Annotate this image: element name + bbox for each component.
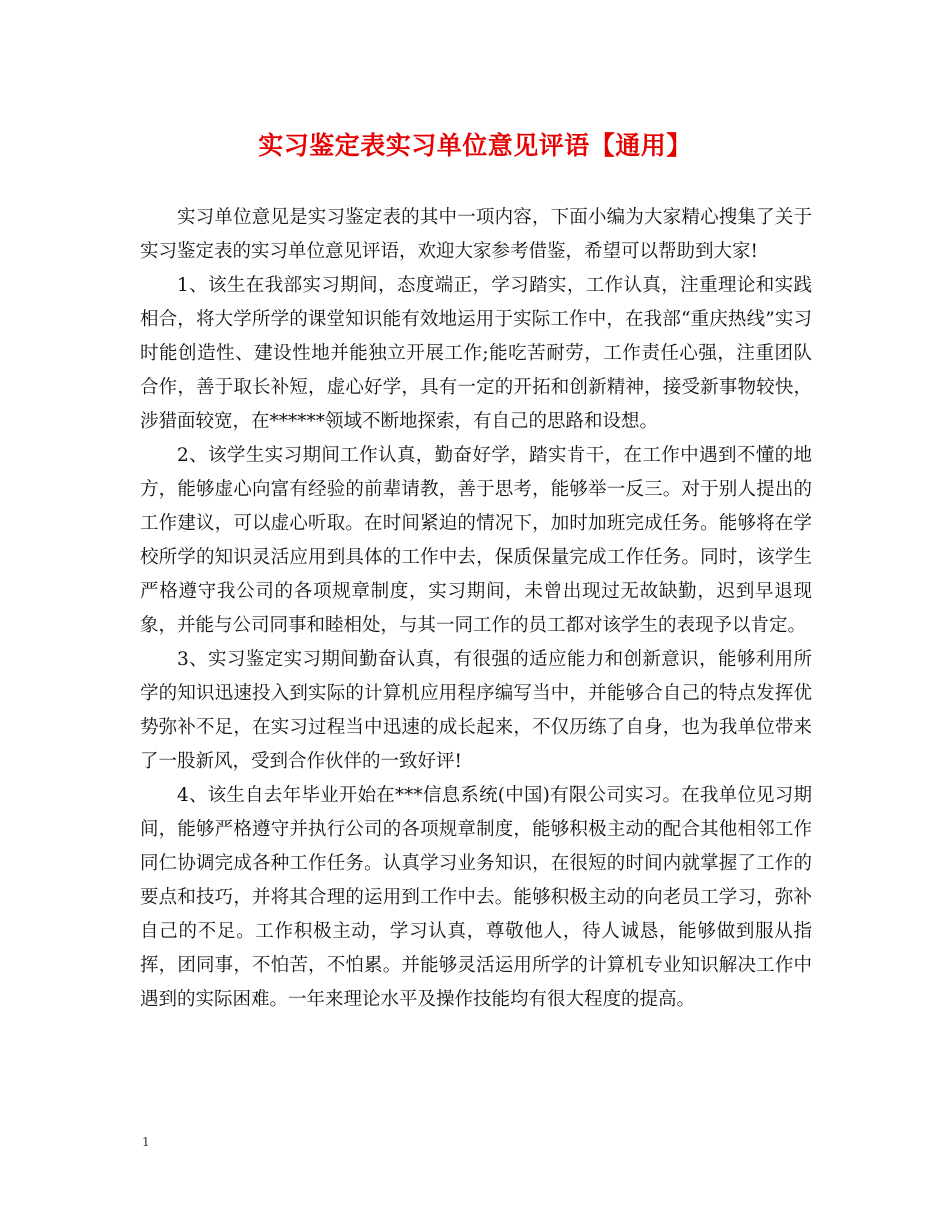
- paragraph-4: 4、该生自去年毕业开始在***信息系统(中国)有限公司实习。在我单位见习期间，能够严格遵守并执行公司的各项规章制度，能够积极主动的配合其他相邻工作同仁协调完成各种工作任务。认真学习业务知识，在很短的时间内就掌握了工作的要点和技巧，并将其合理的运用到工作中去。能够积极主动的向老员工学习，弥补自己的不足。工作积极主动，学习认真，尊敬他人，待人诚恳，能够做到服从指挥，团同事，不怕苦，不怕累。并能够灵活运用所学的计算机专业知识解决工作中遇到的实际困难。一年来理论水平及操作技能均有很大程度的提高。: [140, 785, 812, 1010]
- intro-paragraph: 实习单位意见是实习鉴定表的其中一项内容，下面小编为大家精心搜集了关于实习鉴定表的实习单位意见评语，欢迎大家参考借鉴，希望可以帮助到大家!: [140, 207, 812, 262]
- paragraph-2: 2、该学生实习期间工作认真，勤奋好学，踏实肯干，在工作中遇到不懂的地方，能够虚心向富有经验的前辈请教，善于思考，能够举一反三。对于别人提出的工作建议，可以虚心听取。在时间紧迫的情况下，加时加班完成任务。能够将在学校所学的知识灵活应用到具体的工作中去，保质保量完成工作任务。同时，该学生严格遵守我公司的各项规章制度，实习期间，未曾出现过无故缺勤，迟到早退现象，并能与公司同事和睦相处，与其一同工作的员工都对该学生的表现予以肯定。: [140, 445, 812, 636]
- paragraph-3: 3、实习鉴定实习期间勤奋认真，有很强的适应能力和创新意识，能够利用所学的知识迅速投入到实际的计算机应用程序编写当中，并能够合自己的特点发挥优势弥补不足，在实习过程当中迅速的成长起来，不仅历练了自身，也为我单位带来了一股新风，受到合作伙伴的一致好评!: [140, 649, 812, 772]
- document-body: [140, 201, 812, 1017]
- paragraph-1: 1、该生在我部实习期间，态度端正，学习踏实，工作认真，注重理论和实践相合，将大学所学的课堂知识能有效地运用于实际工作中，在我部“重庆热线”实习时能创造性、建设性地并能独立开展工作;能吃苦耐劳，工作责任心强，注重团队合作，善于取长补短，虚心好学，具有一定的开拓和创新精神，接受新事物较快，涉猎面较宽，在******领域不断地探索，有自己的思路和设想。: [140, 275, 812, 432]
- page-number: 1: [142, 1135, 150, 1149]
- document-title: 实习鉴定表实习单位意见评语【通用】: [258, 131, 692, 160]
